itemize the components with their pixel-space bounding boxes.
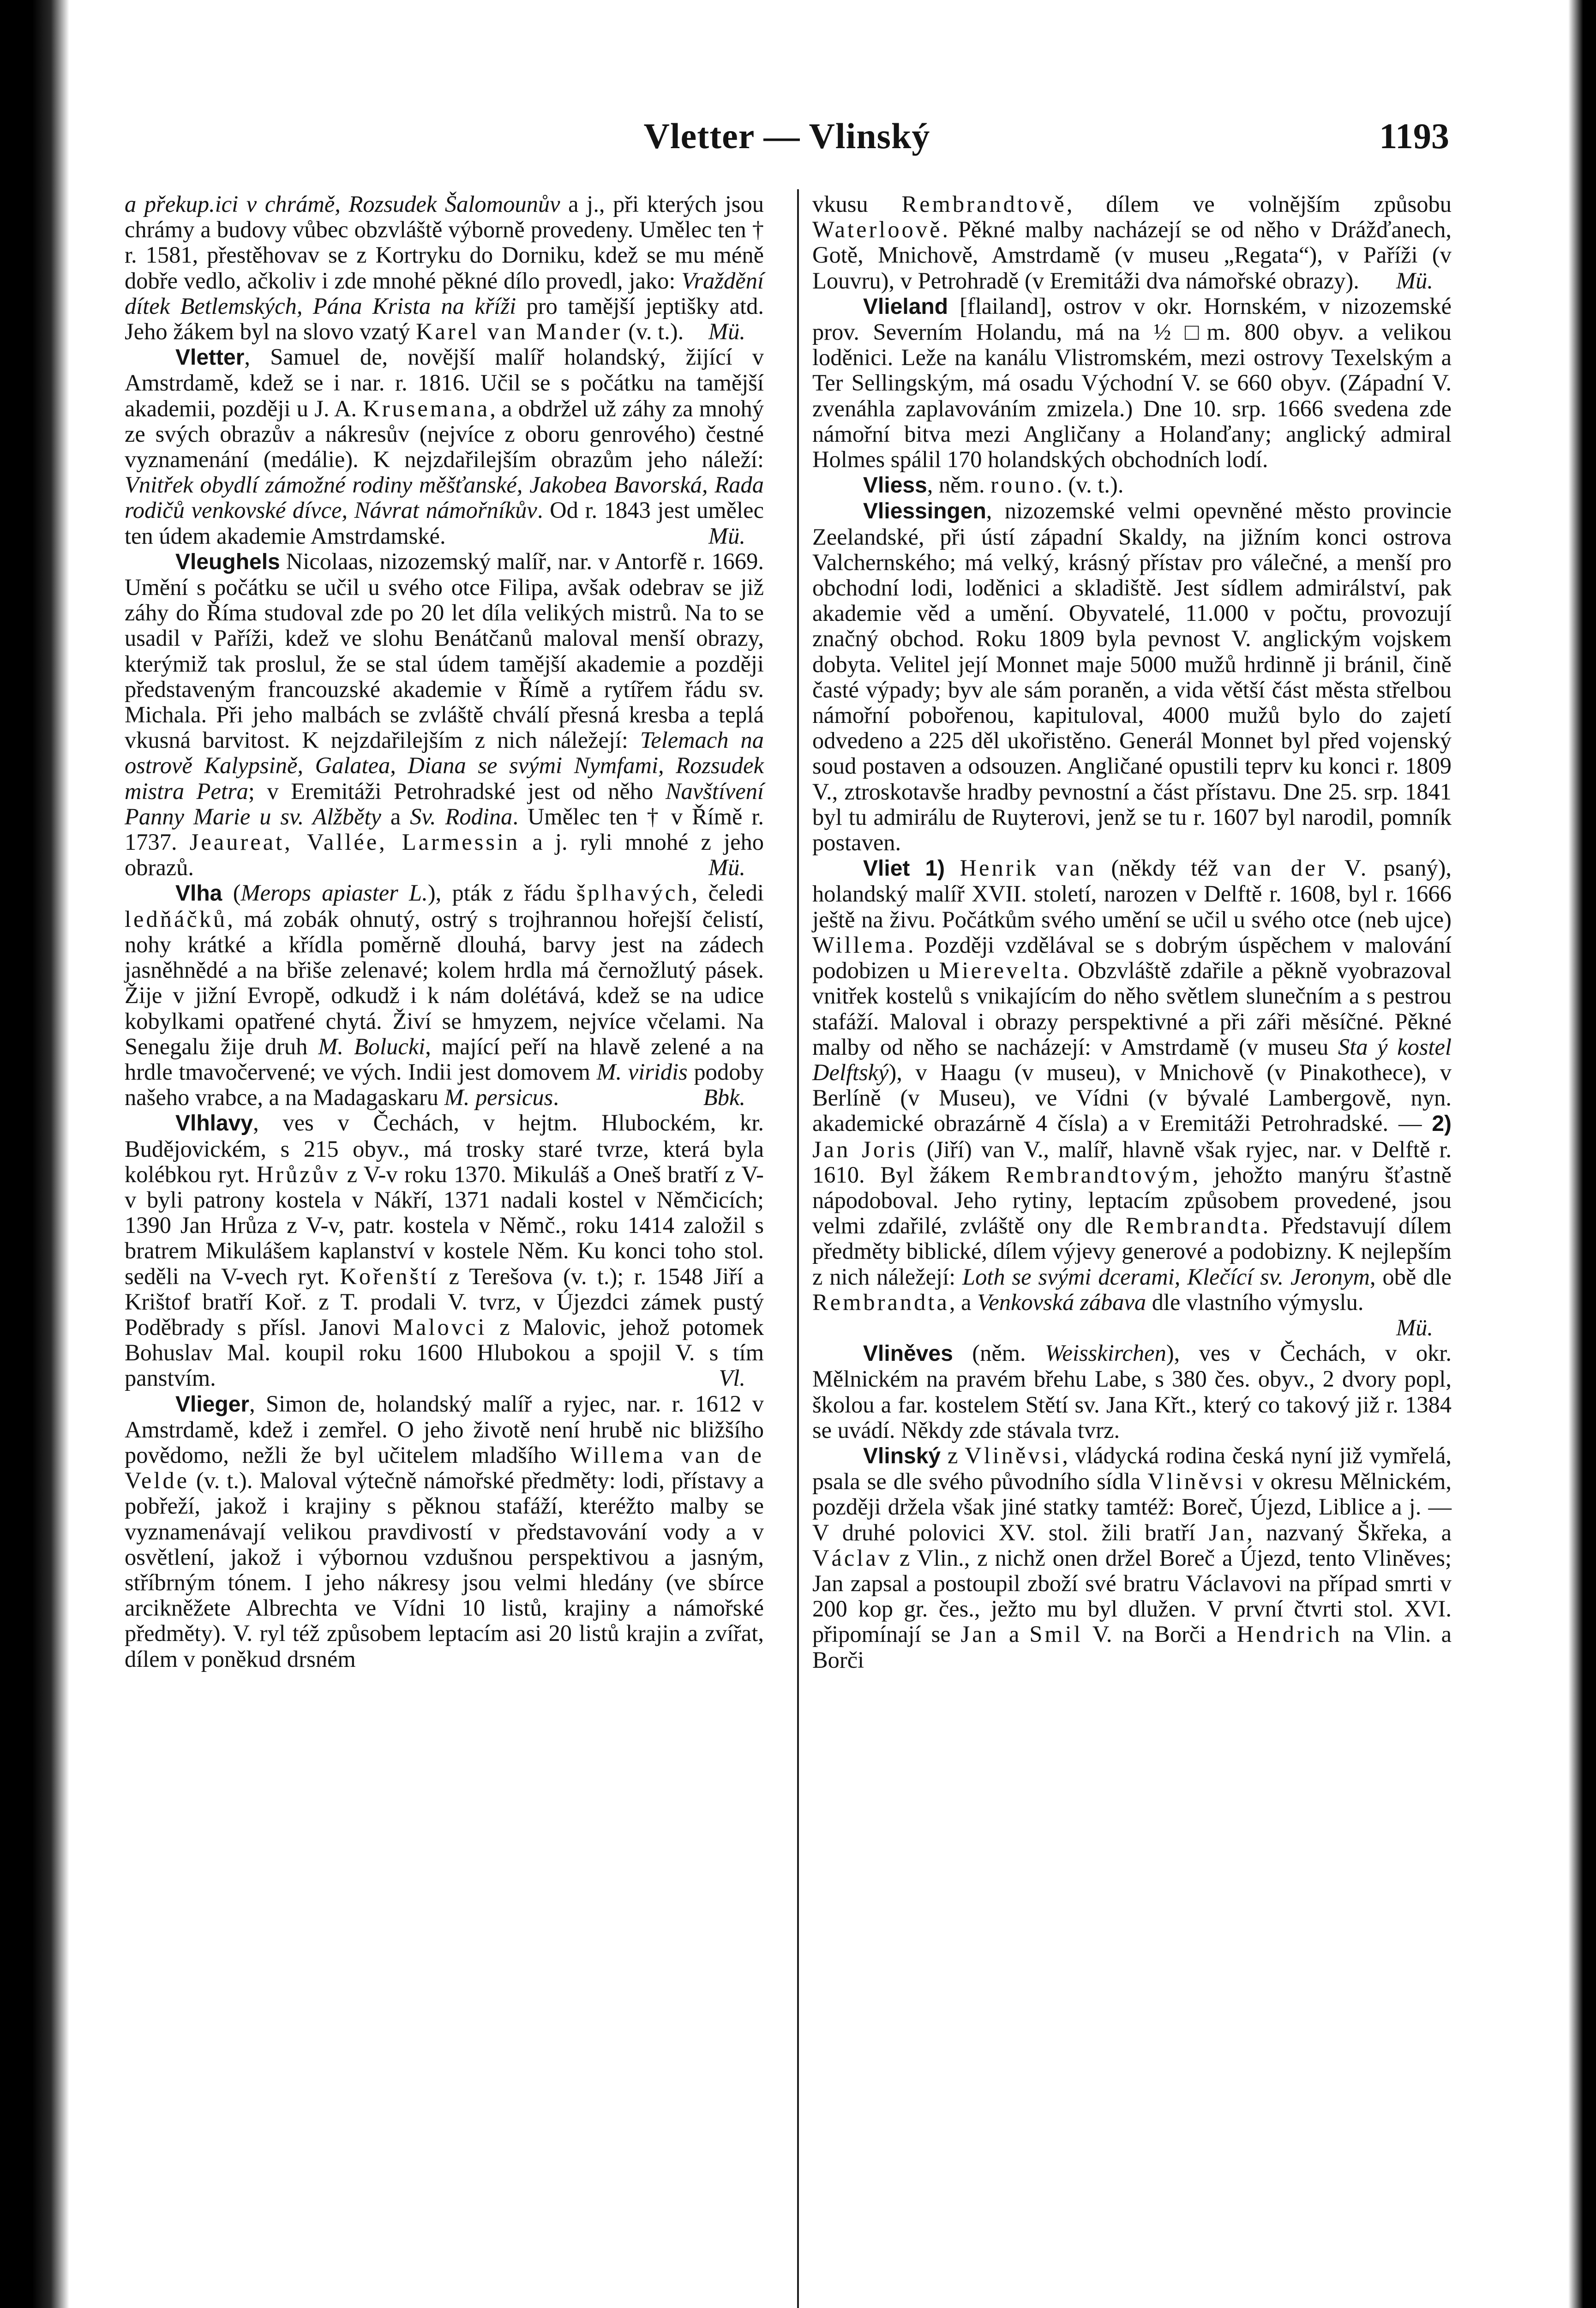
- spaced-name: Hendrich: [1236, 1621, 1342, 1647]
- spaced-name: Henrik van: [960, 855, 1097, 881]
- spaced-name: Rembrandtově: [901, 191, 1067, 217]
- text: ; v Eremitáži Petrohradské jest od něho: [248, 778, 666, 804]
- spaced-name: Willema: [812, 932, 908, 958]
- italic-text: a překup.ici v chrámě, Rozsudek Šalomounův: [125, 191, 560, 217]
- text: V. na Borči a: [1082, 1621, 1237, 1647]
- scan-shadow-left: [0, 0, 69, 2308]
- page-number: 1193: [1379, 116, 1449, 156]
- text: , obě dle: [1370, 1263, 1452, 1290]
- entry-vleughels: [125, 549, 764, 881]
- text: a: [381, 803, 410, 829]
- text: z V-v roku 1370. Mikuláš a Oneš bratří z V-v byli patrony kostela v Nákří, 1371 nadali kostel v Němčicích; 1390 Jan Hrůza z V-v, patr. kostela v Němč., roku 1414 založil s bratrem Mikulášem kaplanství v kostele Něm. Ku konci toho stol. seděli na V-vech ryt.: [125, 1161, 764, 1289]
- italic-text: M. Bolucki: [318, 1033, 426, 1059]
- spaced-name: Willema van de Velde: [125, 1442, 764, 1494]
- italic-text: M. persicus: [444, 1084, 553, 1111]
- text: ), v Haagu (v museu), v Mnichově (v Pinakothece), v Berlíně (v Museu), ve Vídni (v bývalé Lambergově, nyn. akademické obrazárně 4 čísla) a v Eremitáži Petrohradské. —: [812, 1059, 1452, 1136]
- spaced-name: Vliněvsi: [1147, 1468, 1245, 1495]
- text: , vládycká rodina česká nyní již vymřelá, psala se dle svého původního sídla: [812, 1442, 1452, 1495]
- entry-vlineves: [812, 1340, 1452, 1443]
- italic-text: Sv. Rodina: [410, 803, 513, 829]
- italic-text: Venkovská zábava: [977, 1289, 1146, 1315]
- entry-vlinsky: [812, 1443, 1452, 1673]
- text: , a: [949, 1289, 978, 1315]
- italic-text: Sta ý kostel Delftský: [812, 1034, 1452, 1085]
- text: , Simon de, holandský malíř a ryjec, nar. r. 1612 v Amstrdamě, kdež i zemřel. O jeho životě není hrubě nic bližšího povědomo, nežli že byl učitelem mladšího: [125, 1390, 764, 1468]
- author-signature: Mü.: [708, 854, 745, 881]
- entry-vliessingen: [812, 498, 1452, 855]
- text: (v. t.).: [622, 319, 684, 345]
- text: , jehožto manýru šťastně nápodoboval. Jeho rytiny, leptacím způsobem provedené, jsou velmi zdařilé, zvláště ony dle: [812, 1161, 1452, 1239]
- entry-headword: Vlha: [175, 881, 222, 906]
- text: , ves v Čechách, v hejtm. Hlubockém, kr. Budějovickém, s 215 obyv., má trosky staré tvrze, která byla kolébkou ryt.: [125, 1110, 764, 1187]
- spaced-name: Mierevelta: [939, 957, 1063, 984]
- spaced-name: Jan: [1208, 1519, 1247, 1545]
- text: , nazvaný Škřeka, a: [1247, 1519, 1452, 1545]
- spaced-name: Rembrandta: [1125, 1213, 1263, 1239]
- spaced-name: Rembrandtovým: [1006, 1161, 1193, 1188]
- entry-headword: Vliet 1): [863, 856, 945, 881]
- text: (v. t.). Maloval výtečně námořské předměty: lodi, přístavy a pobřeží, jakož i krajiny s pěknou stafáží, kteréžto malby se vyznamenávají velikou pravdivostí v představování vody a v osvětlení, jakož i výbornou vzdušnou perspektivou a jasným, stříbrným tónem. I jeho nákresy jsou velmi hledány (ve sbírce arcikněžete Albrechta ve Vídni 10 listů, krajiny a námořské předměty). V. ryl též způsobem leptacím asi 20 listů krajin a zvířat, dílem v poněkud drsném: [125, 1467, 764, 1672]
- text: . Pěkné malby nacházejí se od něho v Drážďanech, Gotě, Mnichově, Amstrdamě (v museu „Regata“), v Paříži (v Louvru), v Petrohradě (v Eremitáži dva námořské obrazy).: [812, 216, 1452, 294]
- text: . Později vzdělával se s dobrým úspěchem v malování podobizen u: [812, 932, 1452, 984]
- text: (něm.: [953, 1340, 1045, 1366]
- text: . Umělec ten † v Římě r. 1737.: [125, 803, 764, 855]
- text: z Malovic, jehož potomek Bohuslav Mal. koupil roku 1600 Hlubokou a spojil V. s tím panstvím.: [125, 1314, 764, 1391]
- author-signature: Mü.: [708, 319, 745, 345]
- italic-text: Telemach na ostrově Kalypsině, Galatea, Diana se svými Nymfami, Rozsudek mistra Petra: [125, 727, 764, 804]
- spaced-name: Václav: [812, 1545, 892, 1571]
- text: [flailand], ostrov v okr. Hornském, v nizozemské prov. Severním Holandu, má na ½ □m. 800 obyv. a velikou loděnici. Leže na kanálu Vlistromském, mezi ostrovy Texelským a Ter Sellingským, má osadu Východní V. se 660 obyv. (Západní V. zvenáhla zaplavováním zmizela.) Dne 10. srp. 1666 svedena zde námořní bitva mezi Angličany a Holanďany; anglický admiral Holmes spálil 170 holandských obchodních lodí.: [812, 293, 1452, 473]
- spaced-name: Kořenští: [340, 1263, 439, 1289]
- text: a j. ryli mnohé z jeho obrazů.: [125, 829, 764, 881]
- text: v okresu Mělnickém, později držela však jiné statky tamtéž: Boreč, Újezd, Liblice a j. — V druhé polovici XV. stol. žili bratří: [812, 1468, 1452, 1545]
- spaced-name: van der V.: [1233, 855, 1369, 881]
- spaced-term: ledňáčků: [125, 906, 228, 932]
- italic-text: Vnitřek obydlí zámožné rodiny měšťanské, Jakobea Bavorská, Rada rodičů venkovské dívce, Návrat námořníkův: [125, 472, 764, 523]
- italic-text: Weisskirchen: [1045, 1340, 1166, 1366]
- text: (: [222, 880, 241, 906]
- scan-shadow-right: [1568, 0, 1596, 2308]
- text: psaný), holandský malíř XVII. století, narozen v Delftě r. 1608, byl r. 1666 ještě na živu. Počátkům svého umění se učil u svého otce (neb ujce): [812, 855, 1452, 932]
- text: , má zobák ohnutý, ostrý s trojhrannou hořejší čelistí, nohy krátké a křídla poměrně dlouhá, barvy jest na zádech jasněhnědé a na břiše zelenavé; kolem hrdla má černožlutý pásek. Žije v jižní Evropě, odkudž i k nám dolétává, kdež se na udice kobylkami opatřené chytá. Živí se hmyzem, nejvíce včelami. Na Senegalu žije druh: [125, 906, 764, 1059]
- entry-headword: Vlinský: [863, 1443, 941, 1468]
- entry-vliess: [812, 472, 1452, 498]
- spaced-name: Karel van Mander: [416, 319, 623, 345]
- spaced-name: Hrůzův: [256, 1161, 341, 1187]
- right-column: [812, 192, 1452, 1673]
- entry-vliet: [812, 855, 1452, 1340]
- entry-headword: Vletter: [175, 345, 245, 370]
- spaced-name: Malovci: [393, 1314, 487, 1340]
- entry-vlhlavy: [125, 1110, 764, 1391]
- spaced-term: šplhavých: [576, 880, 692, 906]
- spaced-name: Waterloově: [812, 216, 942, 243]
- text: . Představují dílem předměty biblické, dílem výjevy generové a podobizny. K nejlepším z nich náležejí:: [812, 1213, 1452, 1290]
- text: ), pták z řádu: [427, 880, 576, 906]
- italic-text: Loth se svými dcerami, Klečící sv. Jeronym: [962, 1263, 1370, 1290]
- subentry-number: 2): [1432, 1112, 1452, 1136]
- spaced-name: Jan Joris: [812, 1136, 918, 1162]
- text: , nizozemské velmi opevněné město provincie Zeelandské, při ústí západní Skaldy, na jižním konci ostrova Valchernského; má velký, krásný přístav pro válečné, a menší pro obchodní lodi, loděnici a skladiště. Jest sídlem admirálství, pak akademie věd a umění. Obyvatelé, 11.000 v počtu, provozují značný obchod. Roku 1809 byla pevnost V. anglickým vojskem dobyta. Velitel její Monnet maje 5000 mužů hrdinně ji bránil, čině časté výpady; byv ale sám poraněn, a vida větší část města střelbou námořní pobořenou, kapituloval, 4000 mužů bylo do zajetí odvedeno a 225 děl ukořistěno. Generál Monnet byl před vojenský soud postaven a odsouzen. Angličané opustili teprv ku konci r. 1809 V., ztroskotavše hradby pevnostní a část přístavu. Dne 25. srp. 1841 byl tu admirálu de Ruyterovi, jenž se tu r. 1607 byl narodil, pomník postaven.: [812, 498, 1452, 856]
- text: , dílem ve volnějším způsobu: [1066, 191, 1452, 217]
- text: z Vlin., z nichž onen držel Boreč a Újezd, tento Vliněves; Jan zapsal a postoupil zboží své bratru Václavovi na případ smrti v 200 kop gr. čes., ježto mu byl dlužen. V první čtvrti stol. XVI. připomínají se: [812, 1545, 1452, 1647]
- spaced-term: rouno: [990, 472, 1057, 498]
- entry-vlieger: [125, 1391, 764, 1672]
- spaced-name: Krusemana: [363, 395, 490, 421]
- text: , něm.: [927, 472, 991, 498]
- author-signature: Vl.: [719, 1365, 745, 1391]
- left-column: [125, 192, 764, 1672]
- text: .: [553, 1084, 559, 1111]
- entry-headword: Vliessingen: [863, 499, 986, 524]
- running-head: Vletter — Vlinský: [643, 116, 930, 156]
- text: Nicolaas, nizozemský malíř, nar. v Antorfě r. 1669. Umění s počátku se učil u svého otce Filipa, avšak odebrav se již záhy do Říma studoval zde po 20 let díla velikých mistrů. Na to se usadil v Paříži, kdež ve slohu Benátčanů maloval menší obrazy, kterýmiž tak proslul, že se stal údem tamější akademie a později představeným francouzské akademie v Římě a rytířem řádu sv. Michala. Při jeho malbách se zvláště chválí přesná kresba a teplá vkusná barvitost. K nejzdařilejším z nich náležejí:: [125, 548, 764, 753]
- entry-vletter: [125, 344, 764, 549]
- text: (Jiří) van V., malíř, hlavně však ryjec, nar. v Delftě r. 1610. Byl žákem: [812, 1136, 1452, 1188]
- text: . Od r. 1843 jest umělec ten údem akademie Amstrdamské.: [125, 497, 764, 549]
- text: vkusu: [812, 191, 902, 217]
- spaced-name: Vliněvsi: [965, 1442, 1062, 1468]
- text: (někdy též: [1096, 855, 1233, 881]
- italic-text: M. viridis: [596, 1058, 688, 1085]
- text: podoby našeho vrabce, a na Madagaskaru: [125, 1058, 764, 1111]
- text: , Samuel de, novější malíř holandský, žijící v Amstrdamě, kdež se i nar. r. 1816. Učil se s počátku na tamější akademii, později u J. A.: [125, 344, 764, 421]
- text: dle vlastního výmyslu.: [1146, 1289, 1364, 1315]
- text: na Vlin. a Borči: [812, 1621, 1452, 1673]
- text: , čeledi: [691, 880, 764, 906]
- column-divider: [797, 189, 799, 2308]
- entry-headword: Vleughels: [175, 549, 280, 574]
- text: [945, 855, 960, 881]
- italic-text: Navštívení Panny Marie u sv. Alžběty: [125, 778, 764, 829]
- text: , a obdržel už záhy za mnohý ze svých obrazův a nákresův (nejvíce z oboru genrového) čestné vyznamenání (medálie). K nejzdařilejším obrazům jeho náleží:: [125, 395, 764, 473]
- author-signature: Mü.: [1396, 1314, 1433, 1340]
- text: pro tamější jeptišky atd. Jeho žákem byl na slovo vzatý: [125, 293, 764, 345]
- author-signature: Mü.: [708, 523, 745, 549]
- text: z: [941, 1442, 965, 1468]
- spaced-name: Jan: [960, 1621, 999, 1647]
- entry-vlha: [125, 880, 764, 1110]
- text: , mající peří na hlavě zelené a na hrdle tmavočervené; ve vých. Indii jest domovem: [125, 1033, 764, 1085]
- text: z Terešova (v. t.); r. 1548 Jiří a Krištof bratří Koř. z T. prodali V. tvrz, v Újezdci zámek pustý Poděbrady s přísl. Janovi: [125, 1263, 764, 1340]
- continuation-paragraph: [125, 192, 764, 344]
- italic-text: Merops apiaster L.: [240, 880, 428, 906]
- page-header: [125, 115, 1449, 175]
- text: ), ves v Čechách, v okr. Mělnickém na pravém břehu Labe, s 380 čes. obyv., 2 dvory popl, školou a far. kostelem Stětí sv. Jana Křt., který co takový již r. 1384 se uvádí. Někdy zde stávala tvrz.: [812, 1340, 1452, 1443]
- text: a: [998, 1621, 1030, 1647]
- spaced-name: Jeaureat, Vallée, Larmessin: [189, 829, 520, 855]
- entry-headword: Vlhlavy: [175, 1111, 253, 1136]
- entry-headword: Vliněves: [863, 1341, 953, 1366]
- spaced-name: Smil: [1029, 1621, 1083, 1647]
- text: . Obzvláště zdařile a pěkně vyobrazoval vnitřek kostelů s vnikajícím do něho světlem slunečním a s pestrou stafáží. Maloval i obrazy perspektivné a při záři měsíčné. Pěkné malby od něho se nacházejí: v Amstrdamě (v museu: [812, 957, 1452, 1060]
- continuation-paragraph: [812, 192, 1452, 294]
- text: . (v. t.).: [1056, 472, 1124, 498]
- author-signature: Bbk.: [703, 1084, 745, 1111]
- entry-headword: Vlieger: [175, 1392, 250, 1417]
- entry-vlieland: [812, 294, 1452, 472]
- entry-headword: Vlieland: [863, 294, 948, 319]
- author-signature: Mü.: [1396, 267, 1433, 294]
- entry-headword: Vliess: [863, 473, 927, 498]
- spaced-name: Rembrandta: [812, 1289, 949, 1315]
- text: a j., při kterých jsou chrámy a budovy vůbec obzvláště výborně provedeny. Umělec ten † r. 1581, přestěhovav se z Kortryku do Dorniku, kdež se mu méně dobře vedlo, ačkoliv i zde mnohé pěkné dílo provedl, jako:: [125, 191, 764, 294]
- italic-text: Vraždění dítek Betlemských, Pána Krista na kříži: [125, 267, 764, 319]
